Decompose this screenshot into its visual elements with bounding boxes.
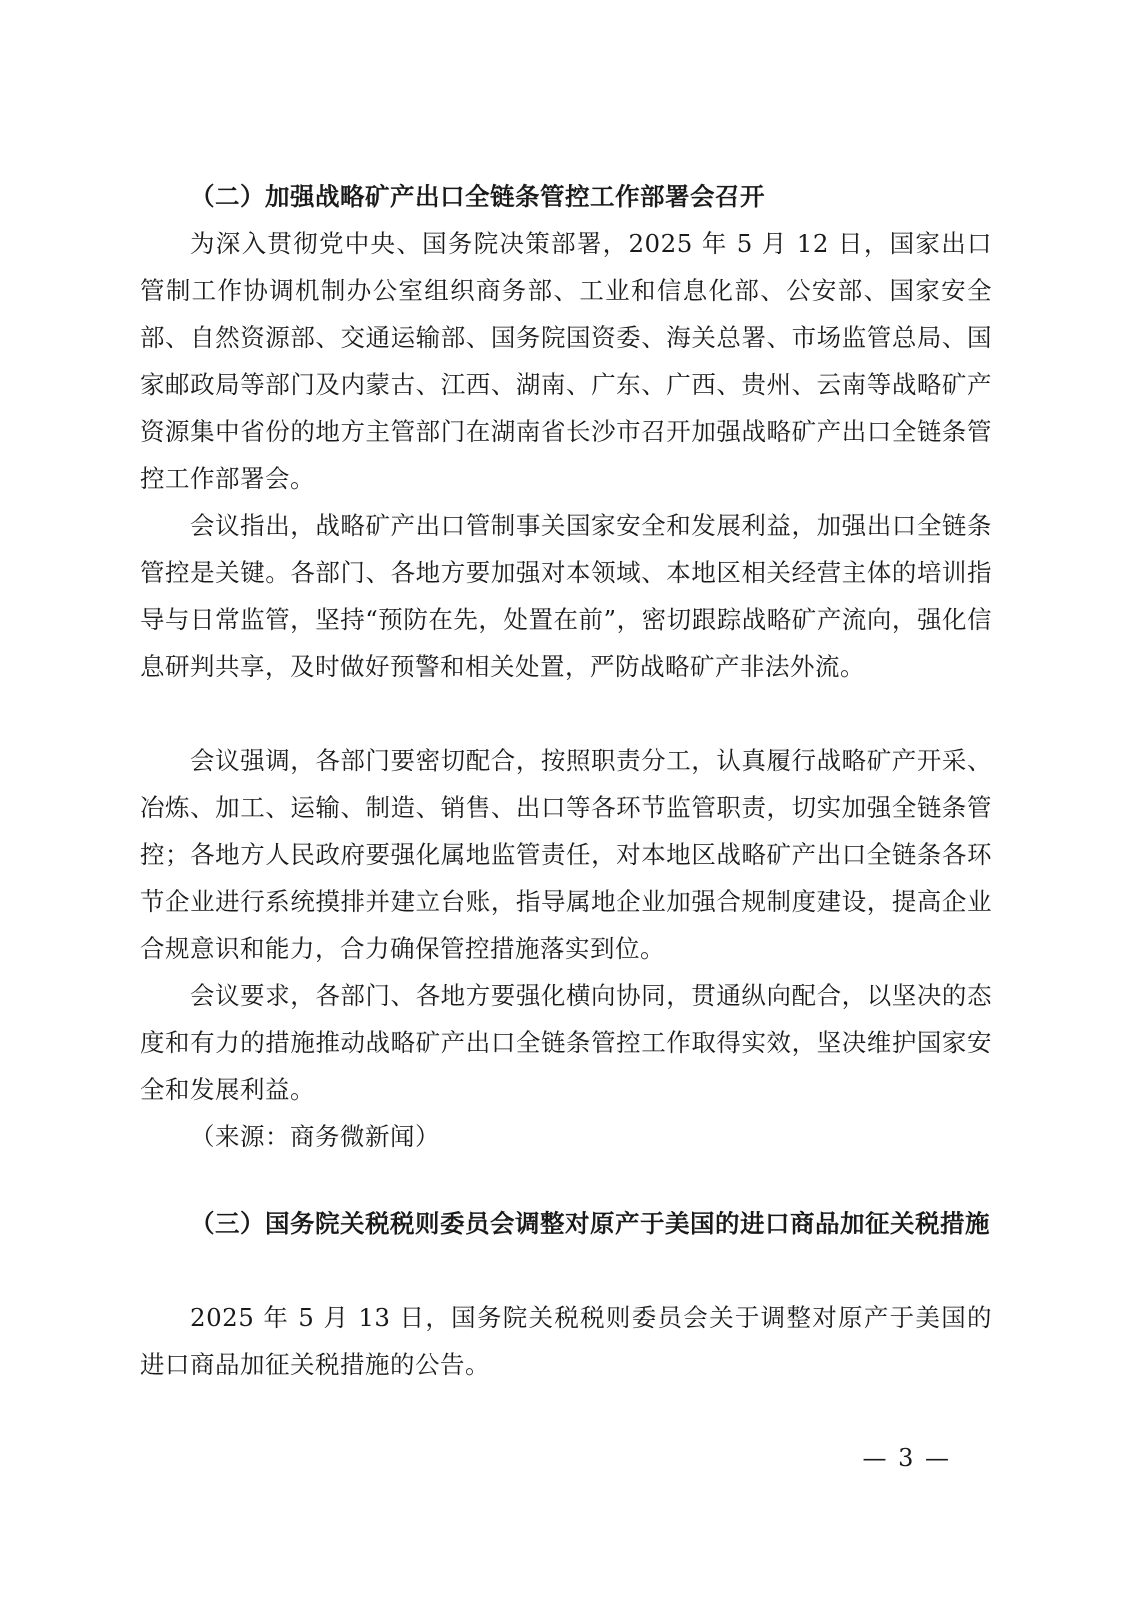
section-2-heading: （二）加强战略矿产出口全链条管控工作部署会召开 [190,182,765,211]
section-2-paragraph-4: 会议要求，各部门、各地方要强化横向协同，贯通纵向配合，以坚决的态度和有力的措施推动战略矿产出口全链条管控工作取得实效，坚决维护国家安全和发展利益。 [140,981,992,1104]
source-attribution: （来源：商务微新闻） [190,1122,440,1151]
section-2-paragraph-3: 会议强调，各部门要密切配合，按照职责分工，认真履行战略矿产开采、冶炼、加工、运输、制造、销售、出口等各环节监管职责，切实加强全链条管控；各地方人民政府要强化属地监管责任，对本地区战略矿产出口全链条各环节企业进行系统摸排并建立台账，指导属地企业加强合规制度建设，提高企业合规意识和能力，合力确保管控措施落实到位。 [140,746,992,963]
section-2-paragraph-1: 为深入贯彻党中央、国务院决策部署，2025 年 5 月 12 日，国家出口管制工作协调机制办公室组织商务部、工业和信息化部、公安部、国家安全部、自然资源部、交通运输部、国务院国资委、海关总署、市场监管总局、国家邮政局等部门及内蒙古、江西、湖南、广东、广西、贵州、云南等战略矿产资源集中省份的地方主管部门在湖南省长沙市召开加强战略矿产出口全链条管控工作部署会。 [140,229,992,493]
section-3-paragraph-1: 2025 年 5 月 13 日，国务院关税税则委员会关于调整对原产于美国的进口商品加征关税措施的公告。 [140,1303,992,1379]
section-3-heading: （三）国务院关税税则委员会调整对原产于美国的进口商品加征关税措施 [190,1209,990,1238]
section-2-paragraph-2: 会议指出，战略矿产出口管制事关国家安全和发展利益，加强出口全链条管控是关键。各部门、各地方要加强对本领域、本地区相关经营主体的培训指导与日常监管，坚持“预防在先，处置在前”，密切跟踪战略矿产流向，强化信息研判共享，及时做好预警和相关处置，严防战略矿产非法外流。 [140,511,992,681]
page-number: — 3 — [862,1444,951,1472]
